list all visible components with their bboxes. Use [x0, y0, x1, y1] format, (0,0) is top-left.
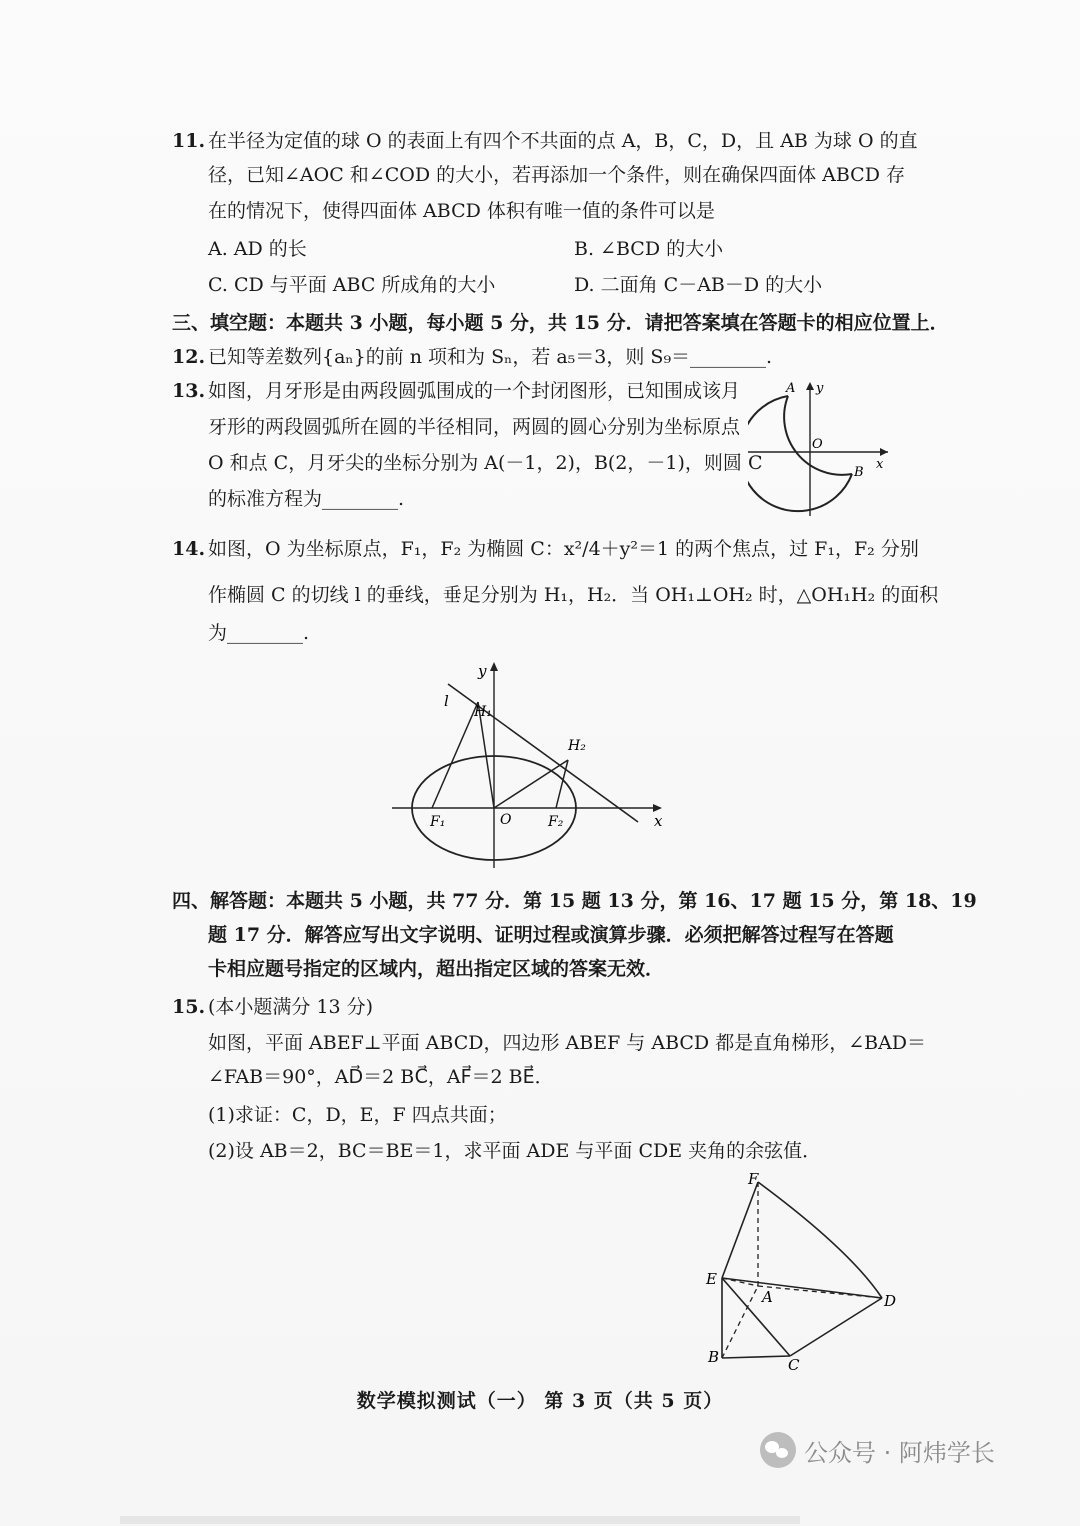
q15-edge-cd: [790, 1298, 882, 1356]
q14-label-f2: F₂: [548, 814, 564, 830]
q11-line2: 径，已知∠AOC 和∠COD 的大小，若再添加一个条件，则在确保四面体 ABCD 存: [208, 164, 905, 186]
q13-y-arrow: [806, 382, 814, 390]
q14-label-h2: H₂: [568, 738, 586, 754]
q12-line1: 已知等差数列{aₙ}的前 n 项和为 Sₙ，若 a₅＝3，则 S₉＝________.: [208, 346, 773, 368]
q11-option-d: D. 二面角 C－AB－D 的大小: [574, 274, 823, 296]
watermark-text: 公众号 · 阿炜学长: [804, 1438, 995, 1467]
q12-number: 12.: [172, 346, 206, 368]
q13-label-a: A: [786, 381, 796, 396]
q15-label-d: D: [884, 1292, 897, 1310]
q14-label-o: O: [500, 812, 512, 828]
q15-edge-fd: [758, 1182, 882, 1298]
q14-label-f1: F₁: [430, 814, 446, 830]
q15-edge-ed: [722, 1278, 882, 1298]
q15-part2: (2)设 AB＝2，BC＝BE＝1，求平面 ADE 与平面 CDE 夹角的余弦值．: [208, 1140, 822, 1162]
q13-line2: 牙形的两段圆弧所在圆的半径相同，两圆的圆心分别为坐标原点: [208, 416, 741, 438]
q13-line3: O 和点 C，月牙尖的坐标分别为 A(－1，2)，B(2，－1)，则圆 C: [208, 452, 763, 474]
q14-segment-f1h1: [432, 702, 478, 808]
q15-label-c: C: [788, 1356, 800, 1374]
q11-line1: 在半径为定值的球 O 的表面上有四个不共面的点 A，B，C，D，且 AB 为球 O 的直: [208, 130, 918, 152]
wechat-watermark: [760, 1432, 995, 1468]
q14-line3: 为________.: [208, 622, 310, 644]
q14-y-arrow: [490, 662, 498, 671]
q13-line1: 如图，月牙形是由两段圆弧围成的一个封闭图形，已知围成该月: [208, 380, 741, 402]
q14-label-l: l: [444, 692, 449, 710]
q13-number: 13.: [172, 380, 206, 402]
q15-edge-ba: [722, 1286, 758, 1358]
q13-label-x: x: [876, 457, 884, 472]
q13-label-o: O: [812, 437, 823, 452]
q11-option-a: A. AD 的长: [208, 238, 307, 260]
q15-solid-figure: [700, 1170, 900, 1374]
q15-edge-bc: [722, 1356, 790, 1358]
q15-part1: (1)求证：C，D，E，F 四点共面；: [208, 1104, 507, 1126]
q15-label-e: E: [706, 1270, 717, 1288]
q14-x-arrow: [653, 804, 662, 812]
q13-label-y: y: [816, 381, 824, 396]
section4-line2: 题 17 分．解答应写出文字说明、证明过程或演算步骤．必须把解答过程写在答题: [208, 924, 894, 946]
q11-line3: 在的情况下，使得四面体 ABCD 体积有唯一值的条件可以是: [208, 200, 715, 222]
q15-edge-fe: [722, 1182, 758, 1278]
q11-option-c: C. CD 与平面 ABC 所成角的大小: [208, 274, 496, 296]
wechat-icon: [760, 1432, 796, 1468]
q13-crescent-figure: [748, 378, 898, 518]
q14-line1: 如图，O 为坐标原点，F₁，F₂ 为椭圆 C：x²/4＋y²＝1 的两个焦点，过 F₁，F₂ 分别: [208, 538, 919, 560]
q13-arc-c: [784, 396, 852, 475]
q14-label-x: x: [654, 812, 663, 830]
q11-option-b: B. ∠BCD 的大小: [574, 238, 724, 260]
q15-number: 15.: [172, 996, 206, 1018]
bottom-edge-strip: [120, 1516, 800, 1524]
section4-line3: 卡相应题号指定的区域内，超出指定区域的答案无效．: [208, 958, 665, 980]
q15-header: (本小题满分 13 分): [208, 996, 374, 1018]
q14-label-y: y: [478, 662, 487, 680]
q14-label-h1: H₁: [474, 704, 492, 720]
page-footer: 数学模拟测试（一） 第 3 页（共 5 页）: [356, 1390, 724, 1412]
q13-label-b: B: [854, 465, 864, 480]
q11-number: 11.: [172, 130, 206, 152]
q14-segment-oh2: [494, 760, 568, 808]
q13-arc-origin: [748, 396, 852, 511]
q15-label-b: B: [708, 1348, 720, 1366]
q14-ellipse-figure: [388, 656, 670, 872]
q14-number: 14.: [172, 538, 206, 560]
q15-line2: ∠FAB＝90°，AD⃗＝2 BC⃗，AF⃗＝2 BE⃗．: [208, 1066, 554, 1088]
section4-line1: 四、解答题：本题共 5 小题，共 77 分．第 15 题 13 分，第 16、17 题 15 分，第 18、19: [172, 890, 977, 912]
q13-x-arrow: [880, 448, 888, 456]
q14-line2: 作椭圆 C 的切线 l 的垂线，垂足分别为 H₁，H₂．当 OH₁⊥OH₂ 时，△OH₁H₂ 的面积: [208, 584, 939, 606]
q15-label-a: A: [762, 1288, 773, 1306]
q15-line1: 如图，平面 ABEF⊥平面 ABCD，四边形 ABEF 与 ABCD 都是直角梯形，∠BAD＝: [208, 1032, 927, 1054]
q13-line4: 的标准方程为________.: [208, 488, 405, 510]
q15-label-f: F: [748, 1170, 759, 1188]
section3-heading: 三、填空题：本题共 3 小题，每小题 5 分，共 15 分．请把答案填在答题卡的相应位置上．: [172, 312, 949, 334]
